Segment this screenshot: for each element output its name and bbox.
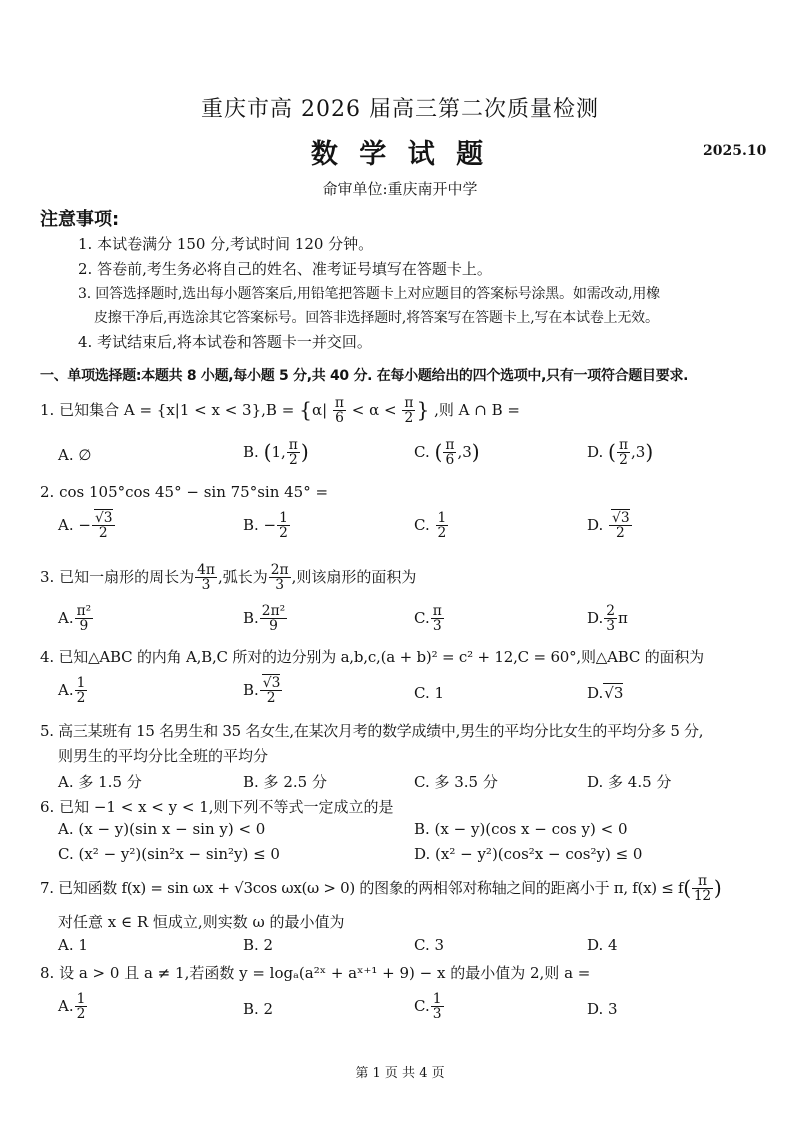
- note-item-3-cont: 皮擦干净后,再选涂其它答案标号。回答非选择题时,将答案写在答题卡上,写在本试卷上无效。: [94, 310, 659, 326]
- q6-option-c: C. (x² − y²)(sin²x − sin²y) ≤ 0: [58, 845, 280, 863]
- exam-title: 重庆市高 2026 届高三第二次质量检测: [201, 97, 599, 122]
- q5-option-d: D. 多 4.5 分: [587, 773, 672, 791]
- q3-option-a: A. $\frac{\text{π²}}{9}$: [58, 603, 92, 635]
- q1-text-lt: < α <: [351, 400, 397, 419]
- note-item-3: 3. 回答选择题时,选出每小题答案后,用铅笔把答题卡上对应题目的答案标号涂黑。如需改动,用橡: [78, 286, 660, 302]
- q1-option-d: D. ( $\frac{\pi}{2}$ ,3): [587, 437, 654, 469]
- note-item-2: 2. 答卷前,考生务必将自己的姓名、准考证号填写在答题卡上。: [78, 260, 492, 278]
- q2-option-a: A. − $\frac{√3}{2}$: [58, 510, 113, 542]
- subject-title: 数 学 试 题: [310, 139, 490, 170]
- q1-brace-open: {: [299, 397, 312, 422]
- question-4-stem: 4. 已知△ABC 的内角 A,B,C 所对的边分别为 a,b,c,(a + b)² = c² + 12,C = 60°,则△ABC 的面积为: [40, 648, 704, 666]
- q4-option-c: C. 1: [414, 684, 445, 702]
- q7-option-a: A. 1: [58, 936, 88, 954]
- q1-option-a: A. ∅: [58, 446, 92, 464]
- question-2-stem: 2. cos 105°cos 45° − sin 75°sin 45° =: [40, 483, 329, 501]
- question-7-line-2: 对任意 x ∈ R 恒成立,则实数 ω 的最小值为: [58, 913, 345, 931]
- q1-frac-pi-2: $\frac{\pi}{2}$: [404, 395, 414, 427]
- section-heading: 一、单项选择题:本题共 8 小题,每小题 5 分,共 40 分. 在每小题给出的四个选项中,只有一项符合题目要求.: [40, 368, 689, 384]
- question-7-line-1: 7. 已知函数 f(x) = sin ωx + √3cos ωx(ω > 0) 的图象的两相邻对称轴之间的距离小于 π, f(x) ≤ f( $\frac{\pi}{12}$ ): [40, 873, 722, 905]
- question-1-stem: [40, 396, 520, 426]
- q4-option-a: A. $\frac{1}{2}$: [58, 675, 86, 707]
- author-unit: 命审单位:重庆南开中学: [322, 180, 478, 198]
- q1-brace-close: }: [416, 397, 430, 422]
- question-5-line-1: 5. 高三某班有 15 名男生和 35 名女生,在某次月考的数学成绩中,男生的平均分比女生的平均分多 5 分,: [40, 722, 704, 740]
- q1-option-c: C. ( $\frac{\pi}{6}$ ,3): [414, 437, 480, 469]
- q1-text-b: α|: [311, 400, 328, 419]
- q1-option-b: B. (1, $\frac{\pi}{2}$ ): [243, 437, 309, 469]
- q2-option-b: B. − $\frac{1}{2}$: [243, 510, 288, 542]
- exam-date: 2025.10: [703, 143, 767, 159]
- page-footer: 第 1 页 共 4 页: [355, 1066, 445, 1081]
- q8-option-d: D. 3: [587, 1000, 618, 1018]
- q7-option-b: B. 2: [243, 936, 274, 954]
- notes-heading: 注意事项:: [40, 209, 120, 230]
- q7-option-d: D. 4: [587, 936, 618, 954]
- q7-option-c: C. 3: [414, 936, 445, 954]
- question-8-stem: 8. 设 a > 0 且 a ≠ 1,若函数 y = logₐ(a²ˣ + aˣ⁺¹ + 9) − x 的最小值为 2,则 a =: [40, 964, 591, 982]
- q3-option-b: B. $\frac{\text{2π²}}{9}$: [243, 603, 286, 635]
- q6-option-d: D. (x² − y²)(cos²x − cos²y) ≤ 0: [414, 845, 643, 863]
- q8-option-a: A. $\frac{1}{2}$: [58, 991, 86, 1023]
- q2-option-c: C. $\frac{1}{2}$: [414, 510, 447, 542]
- q3-option-c: C. $\frac{\pi}{3}$: [414, 603, 442, 635]
- question-5-line-2: 则男生的平均分比全班的平均分: [58, 747, 269, 765]
- q8-option-c: C. $\frac{1}{3}$: [414, 991, 442, 1023]
- question-3-stem: 3. 已知一扇形的周长为 $\frac{4\pi}{3}$ ,弧长为 $\frac{2\pi}{3}$ ,则该扇形的面积为: [40, 562, 417, 594]
- note-item-1: 1. 本试卷满分 150 分,考试时间 120 分钟。: [78, 235, 374, 253]
- q4-option-d: D.√3: [587, 684, 624, 702]
- note-item-4: 4. 考试结束后,将本试卷和答题卡一并交回。: [78, 333, 372, 351]
- q8-option-b: B. 2: [243, 1000, 274, 1018]
- q4-option-b: B. $\frac{√3}{2}$: [243, 675, 281, 707]
- q5-option-b: B. 多 2.5 分: [243, 773, 327, 791]
- q1-text-a: 1. 已知集合 A = {x|1 < x < 3},B =: [40, 400, 295, 419]
- q5-option-c: C. 多 3.5 分: [414, 773, 498, 791]
- question-6-stem: 6. 已知 −1 < x < y < 1,则下列不等式一定成立的是: [40, 798, 394, 816]
- q5-option-a: A. 多 1.5 分: [58, 773, 142, 791]
- q1-frac-pi-6: $\frac{\pi}{6}$: [334, 395, 344, 427]
- q2-option-d: D. $\frac{√3}{2}$: [587, 510, 630, 542]
- q6-option-b: B. (x − y)(cos x − cos y) < 0: [414, 820, 628, 838]
- q1-text-c: ,则 A ∩ B =: [434, 400, 520, 419]
- q3-option-d: D. $\frac{2}{3}$ π: [587, 603, 628, 635]
- q6-option-a: A. (x − y)(sin x − sin y) < 0: [58, 820, 266, 838]
